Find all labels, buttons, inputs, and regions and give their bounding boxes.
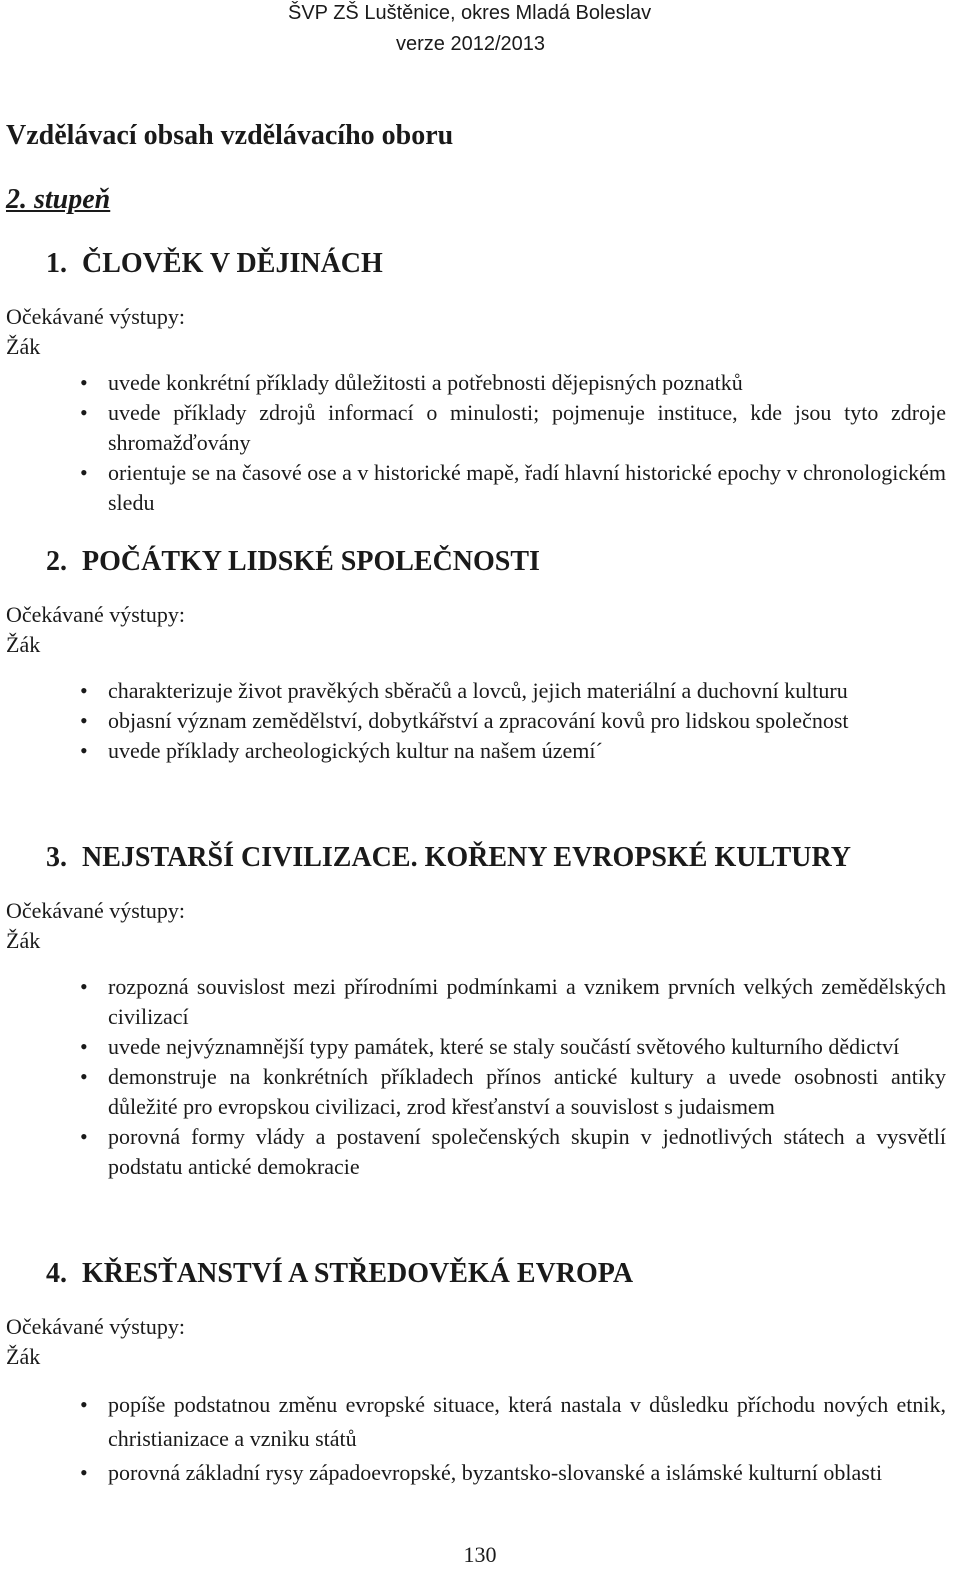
section-1 <box>6 246 946 518</box>
bullet-icon: • <box>80 1460 88 1485</box>
outcomes-label: Očekávané výstupy: <box>6 304 185 329</box>
bullet-icon: • <box>80 738 88 763</box>
list-item: • uvede příklady zdrojů informací o minulosti; pojmenuje instituce, kde jsou tyto zdroje shromažďovány <box>80 400 946 455</box>
section-heading <box>46 246 946 282</box>
section-title: ČLOVĚK V DĚJINÁCH <box>82 248 383 279</box>
bullet-icon: • <box>80 400 88 425</box>
section-number: 2. <box>46 546 67 577</box>
list-item: • objasní význam zemědělství, dobytkářství a zpracování kovů pro lidskou společnost <box>6 706 946 736</box>
list-item: • uvede konkrétní příklady důležitosti a potřebnosti dějepisných poznatků <box>6 368 946 398</box>
document-title: Vzdělávací obsah vzdělávacího oboru <box>6 120 454 151</box>
section-heading <box>46 544 946 580</box>
section-title: POČÁTKY LIDSKÉ SPOLEČNOSTI <box>82 546 540 577</box>
list-item: • porovná základní rysy západoevropské, byzantsko-slovanské a islámské kulturní oblasti <box>6 1456 946 1490</box>
section-heading <box>46 1256 946 1292</box>
bullet-icon: • <box>80 1034 88 1059</box>
section-number: 4. <box>46 1258 67 1289</box>
outcomes-list <box>6 676 946 766</box>
outcomes-list <box>6 972 946 1182</box>
outcomes-list <box>6 368 946 518</box>
header-school: ŠVP ZŠ Luštěnice, okres Mladá Boleslav <box>288 2 652 24</box>
subject-label: Žák <box>6 1344 41 1369</box>
section-title: NEJSTARŠÍ CIVILIZACE. KOŘENY EVROPSKÉ KULTURY <box>82 842 851 873</box>
list-item: • uvede nejvýznamnější typy památek, které se staly součástí světového kulturního dědictví <box>6 1032 946 1062</box>
section-3 <box>6 840 946 1182</box>
list-item: • demonstruje na konkrétních příkladech přínos antické kultury a uvede osobnosti antiky důležité pro evropskou civilizaci, zrod křesťanství a souvislost s judaismem <box>80 1064 946 1119</box>
outcomes-label: Očekávané výstupy: <box>6 898 185 923</box>
outcomes-label: Očekávané výstupy: <box>6 602 185 627</box>
bullet-icon: • <box>80 1064 88 1089</box>
bullet-icon: • <box>80 708 88 733</box>
section-2 <box>6 544 946 766</box>
section-number: 3. <box>46 842 67 873</box>
list-item: • porovná formy vlády a postavení společenských skupin v jednotlivých státech a vysvětlí podstatu antické demokracie <box>80 1124 946 1179</box>
section-4 <box>6 1256 946 1490</box>
bullet-icon: • <box>80 1124 88 1149</box>
bullet-icon: • <box>80 370 88 395</box>
subject-label: Žák <box>6 632 41 657</box>
subject-label: Žák <box>6 334 41 359</box>
list-item: • popíše podstatnou změnu evropské situace, která nastala v důsledku příchodu nových etnik, christianizace a vzniku států <box>6 1388 946 1456</box>
header-version: verze 2012/2013 <box>396 33 546 55</box>
section-number: 1. <box>46 248 67 279</box>
bullet-icon: • <box>80 1392 88 1417</box>
list-item: • uvede příklady archeologických kultur na našem území´ <box>6 736 946 766</box>
list-item: • charakterizuje život pravěkých sběračů a lovců, jejich materiální a duchovní kulturu <box>6 676 946 706</box>
list-item: • orientuje se na časové ose a v historické mapě, řadí hlavní historické epochy v chronologickém sledu <box>80 460 946 515</box>
section-title: KŘESŤANSTVÍ A STŘEDOVĚKÁ EVROPA <box>82 1258 634 1289</box>
list-item: • rozpozná souvislost mezi přírodními podmínkami a vznikem prvních velkých zemědělských civilizací <box>80 974 946 1029</box>
level-heading: 2. stupeň <box>6 184 111 215</box>
subject-label: Žák <box>6 928 41 953</box>
outcomes-list <box>6 1388 946 1490</box>
page-number: 130 <box>463 1542 497 1567</box>
section-heading <box>46 840 946 876</box>
bullet-icon: • <box>80 678 88 703</box>
outcomes-label: Očekávané výstupy: <box>6 1314 185 1339</box>
bullet-icon: • <box>80 974 88 999</box>
bullet-icon: • <box>80 460 88 485</box>
